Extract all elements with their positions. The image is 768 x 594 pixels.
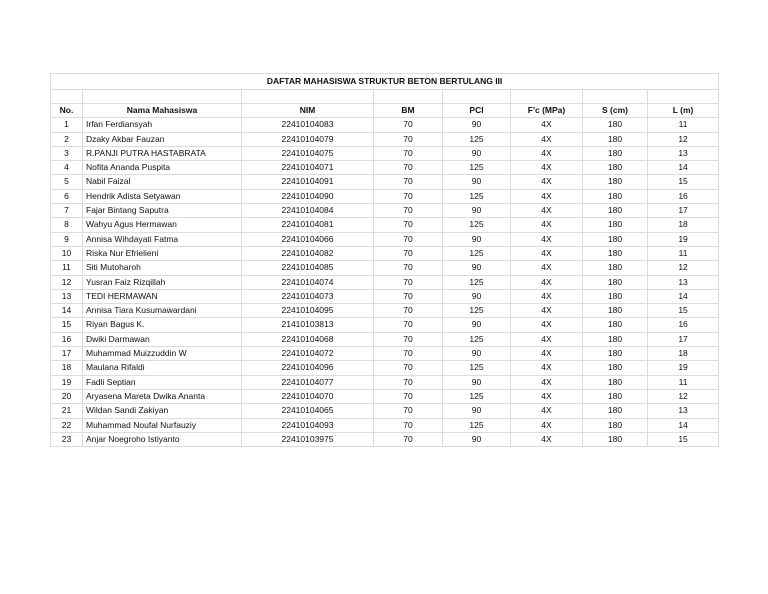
cell-nim: 22410104091 bbox=[242, 175, 374, 189]
cell-pci: 125 bbox=[443, 189, 511, 203]
cell-nim: 22410104065 bbox=[242, 404, 374, 418]
cell-s: 180 bbox=[583, 218, 648, 232]
cell-bm: 70 bbox=[374, 132, 443, 146]
cell-name: Yusran Faiz Rizqillah bbox=[83, 275, 242, 289]
cell-bm: 70 bbox=[374, 189, 443, 203]
cell-pci: 125 bbox=[443, 161, 511, 175]
cell-name: Dwiki Darmawan bbox=[83, 332, 242, 346]
header-no: No. bbox=[51, 104, 83, 118]
cell-no: 11 bbox=[51, 261, 83, 275]
cell-s: 180 bbox=[583, 318, 648, 332]
cell-nim: 22410104096 bbox=[242, 361, 374, 375]
cell-pci: 125 bbox=[443, 389, 511, 403]
table-row bbox=[51, 432, 719, 446]
cell-nim: 22410104084 bbox=[242, 204, 374, 218]
cell-fc: 4X bbox=[511, 204, 583, 218]
cell-fc: 4X bbox=[511, 332, 583, 346]
cell-no: 14 bbox=[51, 304, 83, 318]
cell-s: 180 bbox=[583, 432, 648, 446]
cell-pci: 90 bbox=[443, 118, 511, 132]
cell-s: 180 bbox=[583, 161, 648, 175]
cell-fc: 4X bbox=[511, 161, 583, 175]
cell-fc: 4X bbox=[511, 218, 583, 232]
cell-no: 18 bbox=[51, 361, 83, 375]
cell-nim: 22410104071 bbox=[242, 161, 374, 175]
cell-l: 19 bbox=[648, 361, 719, 375]
cell-fc: 4X bbox=[511, 289, 583, 303]
cell-name: Wahyu Agus Hermawan bbox=[83, 218, 242, 232]
cell-pci: 90 bbox=[443, 289, 511, 303]
cell-l: 13 bbox=[648, 146, 719, 160]
cell-no: 1 bbox=[51, 118, 83, 132]
cell-l: 11 bbox=[648, 118, 719, 132]
cell-s: 180 bbox=[583, 189, 648, 203]
cell-l: 17 bbox=[648, 204, 719, 218]
cell-name: Fajar Bintang Saputra bbox=[83, 204, 242, 218]
cell-bm: 70 bbox=[374, 375, 443, 389]
cell-s: 180 bbox=[583, 261, 648, 275]
cell-name: Aryasena Mareta Dwika Ananta bbox=[83, 389, 242, 403]
cell-l: 14 bbox=[648, 418, 719, 432]
table-title: DAFTAR MAHASISWA STRUKTUR BETON BERTULANG III bbox=[51, 74, 719, 90]
cell-fc: 4X bbox=[511, 304, 583, 318]
cell-s: 180 bbox=[583, 275, 648, 289]
cell-l: 15 bbox=[648, 304, 719, 318]
cell-no: 5 bbox=[51, 175, 83, 189]
cell-name: Wildan Sandi Zakiyan bbox=[83, 404, 242, 418]
cell-s: 180 bbox=[583, 132, 648, 146]
cell-fc: 4X bbox=[511, 361, 583, 375]
table-row bbox=[51, 375, 719, 389]
cell-l: 19 bbox=[648, 232, 719, 246]
cell-nim: 22410104073 bbox=[242, 289, 374, 303]
cell-name: Anjar Noegroho Istiyanto bbox=[83, 432, 242, 446]
cell-no: 21 bbox=[51, 404, 83, 418]
table-row bbox=[51, 261, 719, 275]
cell-s: 180 bbox=[583, 347, 648, 361]
table-row bbox=[51, 347, 719, 361]
cell-bm: 70 bbox=[374, 146, 443, 160]
table-row bbox=[51, 332, 719, 346]
cell-s: 180 bbox=[583, 332, 648, 346]
cell-nim: 22410104066 bbox=[242, 232, 374, 246]
cell-l: 15 bbox=[648, 175, 719, 189]
table-row bbox=[51, 204, 719, 218]
cell-nim: 22410104095 bbox=[242, 304, 374, 318]
cell-s: 180 bbox=[583, 175, 648, 189]
table-row bbox=[51, 246, 719, 260]
cell-name: Maulana Rifaldi bbox=[83, 361, 242, 375]
cell-pci: 125 bbox=[443, 275, 511, 289]
table-row bbox=[51, 418, 719, 432]
cell-name: Muhammad Muizzuddin W bbox=[83, 347, 242, 361]
cell-name: Dzaky Akbar Fauzan bbox=[83, 132, 242, 146]
cell-s: 180 bbox=[583, 232, 648, 246]
table-row bbox=[51, 175, 719, 189]
cell-l: 15 bbox=[648, 432, 719, 446]
cell-bm: 70 bbox=[374, 232, 443, 246]
table-row bbox=[51, 189, 719, 203]
cell-no: 10 bbox=[51, 246, 83, 260]
cell-s: 180 bbox=[583, 118, 648, 132]
cell-no: 7 bbox=[51, 204, 83, 218]
header-fc: F'c (MPa) bbox=[511, 104, 583, 118]
cell-no: 8 bbox=[51, 218, 83, 232]
cell-fc: 4X bbox=[511, 347, 583, 361]
cell-pci: 125 bbox=[443, 304, 511, 318]
cell-pci: 125 bbox=[443, 361, 511, 375]
cell-pci: 125 bbox=[443, 132, 511, 146]
cell-name: Irfan Ferdiansyah bbox=[83, 118, 242, 132]
cell-name: Nofita Ananda Puspita bbox=[83, 161, 242, 175]
cell-fc: 4X bbox=[511, 246, 583, 260]
cell-fc: 4X bbox=[511, 132, 583, 146]
cell-fc: 4X bbox=[511, 404, 583, 418]
cell-bm: 70 bbox=[374, 175, 443, 189]
cell-nim: 22410104081 bbox=[242, 218, 374, 232]
cell-bm: 70 bbox=[374, 261, 443, 275]
cell-s: 180 bbox=[583, 146, 648, 160]
table-row bbox=[51, 361, 719, 375]
cell-nim: 22410104090 bbox=[242, 189, 374, 203]
cell-nim: 22410104068 bbox=[242, 332, 374, 346]
cell-no: 12 bbox=[51, 275, 83, 289]
table-row bbox=[51, 304, 719, 318]
cell-fc: 4X bbox=[511, 432, 583, 446]
cell-fc: 4X bbox=[511, 418, 583, 432]
cell-nim: 22410104085 bbox=[242, 261, 374, 275]
cell-bm: 70 bbox=[374, 361, 443, 375]
cell-fc: 4X bbox=[511, 232, 583, 246]
cell-s: 180 bbox=[583, 389, 648, 403]
cell-nim: 22410104075 bbox=[242, 146, 374, 160]
cell-fc: 4X bbox=[511, 318, 583, 332]
cell-fc: 4X bbox=[511, 389, 583, 403]
table-row bbox=[51, 146, 719, 160]
cell-fc: 4X bbox=[511, 261, 583, 275]
header-l: L (m) bbox=[648, 104, 719, 118]
cell-nim: 22410103975 bbox=[242, 432, 374, 446]
cell-l: 11 bbox=[648, 246, 719, 260]
cell-l: 16 bbox=[648, 189, 719, 203]
cell-l: 12 bbox=[648, 389, 719, 403]
cell-pci: 90 bbox=[443, 232, 511, 246]
cell-pci: 90 bbox=[443, 404, 511, 418]
cell-bm: 70 bbox=[374, 289, 443, 303]
cell-bm: 70 bbox=[374, 332, 443, 346]
cell-nim: 22410104077 bbox=[242, 375, 374, 389]
cell-name: TEDI HERMAWAN bbox=[83, 289, 242, 303]
cell-pci: 90 bbox=[443, 432, 511, 446]
cell-bm: 70 bbox=[374, 204, 443, 218]
cell-nim: 22410104072 bbox=[242, 347, 374, 361]
cell-no: 6 bbox=[51, 189, 83, 203]
cell-pci: 90 bbox=[443, 375, 511, 389]
cell-nim: 22410104093 bbox=[242, 418, 374, 432]
cell-s: 180 bbox=[583, 418, 648, 432]
cell-nim: 22410104082 bbox=[242, 246, 374, 260]
cell-pci: 125 bbox=[443, 332, 511, 346]
cell-pci: 90 bbox=[443, 146, 511, 160]
cell-no: 3 bbox=[51, 146, 83, 160]
cell-pci: 90 bbox=[443, 347, 511, 361]
cell-fc: 4X bbox=[511, 146, 583, 160]
cell-bm: 70 bbox=[374, 304, 443, 318]
cell-no: 23 bbox=[51, 432, 83, 446]
cell-no: 9 bbox=[51, 232, 83, 246]
cell-name: Annisa Tiara Kusumawardani bbox=[83, 304, 242, 318]
header-s: S (cm) bbox=[583, 104, 648, 118]
table-row bbox=[51, 289, 719, 303]
cell-bm: 70 bbox=[374, 347, 443, 361]
table-row bbox=[51, 218, 719, 232]
cell-bm: 70 bbox=[374, 218, 443, 232]
cell-l: 14 bbox=[648, 161, 719, 175]
cell-s: 180 bbox=[583, 289, 648, 303]
cell-pci: 125 bbox=[443, 418, 511, 432]
cell-pci: 90 bbox=[443, 318, 511, 332]
cell-bm: 70 bbox=[374, 432, 443, 446]
cell-pci: 90 bbox=[443, 204, 511, 218]
cell-no: 20 bbox=[51, 389, 83, 403]
header-nim: NIM bbox=[242, 104, 374, 118]
cell-nim: 22410104070 bbox=[242, 389, 374, 403]
cell-l: 11 bbox=[648, 375, 719, 389]
header-row bbox=[51, 104, 719, 118]
cell-l: 18 bbox=[648, 347, 719, 361]
cell-bm: 70 bbox=[374, 118, 443, 132]
cell-bm: 70 bbox=[374, 161, 443, 175]
cell-fc: 4X bbox=[511, 375, 583, 389]
cell-no: 13 bbox=[51, 289, 83, 303]
cell-no: 2 bbox=[51, 132, 83, 146]
cell-fc: 4X bbox=[511, 118, 583, 132]
table-row bbox=[51, 232, 719, 246]
table-row bbox=[51, 132, 719, 146]
cell-s: 180 bbox=[583, 246, 648, 260]
header-name: Nama Mahasiswa bbox=[83, 104, 242, 118]
cell-s: 180 bbox=[583, 204, 648, 218]
cell-fc: 4X bbox=[511, 275, 583, 289]
spacer-row bbox=[51, 90, 719, 104]
cell-no: 17 bbox=[51, 347, 83, 361]
cell-nim: 22410104083 bbox=[242, 118, 374, 132]
cell-l: 12 bbox=[648, 261, 719, 275]
cell-name: Nabil Faizal bbox=[83, 175, 242, 189]
cell-name: Siti Mutoharoh bbox=[83, 261, 242, 275]
cell-nim: 21410103813 bbox=[242, 318, 374, 332]
header-pci: PCI bbox=[443, 104, 511, 118]
cell-name: R.PANJI PUTRA HASTABRATA bbox=[83, 146, 242, 160]
table-row bbox=[51, 118, 719, 132]
cell-name: Annisa Wihdayati Fatma bbox=[83, 232, 242, 246]
table-row bbox=[51, 318, 719, 332]
cell-pci: 90 bbox=[443, 175, 511, 189]
cell-bm: 70 bbox=[374, 275, 443, 289]
cell-l: 14 bbox=[648, 289, 719, 303]
cell-s: 180 bbox=[583, 361, 648, 375]
table-row bbox=[51, 161, 719, 175]
cell-nim: 22410104074 bbox=[242, 275, 374, 289]
cell-s: 180 bbox=[583, 304, 648, 318]
cell-l: 12 bbox=[648, 132, 719, 146]
cell-no: 4 bbox=[51, 161, 83, 175]
cell-l: 13 bbox=[648, 275, 719, 289]
cell-bm: 70 bbox=[374, 418, 443, 432]
cell-l: 13 bbox=[648, 404, 719, 418]
cell-l: 16 bbox=[648, 318, 719, 332]
cell-no: 19 bbox=[51, 375, 83, 389]
cell-fc: 4X bbox=[511, 175, 583, 189]
table-row bbox=[51, 389, 719, 403]
cell-pci: 90 bbox=[443, 261, 511, 275]
student-table bbox=[50, 73, 719, 447]
cell-name: Muhammad Noufal Nurfauziy bbox=[83, 418, 242, 432]
cell-name: Fadli Septian bbox=[83, 375, 242, 389]
cell-no: 15 bbox=[51, 318, 83, 332]
table-row bbox=[51, 404, 719, 418]
cell-no: 22 bbox=[51, 418, 83, 432]
cell-nim: 22410104079 bbox=[242, 132, 374, 146]
cell-l: 18 bbox=[648, 218, 719, 232]
cell-s: 180 bbox=[583, 375, 648, 389]
cell-pci: 125 bbox=[443, 218, 511, 232]
cell-l: 17 bbox=[648, 332, 719, 346]
cell-fc: 4X bbox=[511, 189, 583, 203]
cell-bm: 70 bbox=[374, 404, 443, 418]
cell-no: 16 bbox=[51, 332, 83, 346]
cell-bm: 70 bbox=[374, 389, 443, 403]
cell-bm: 70 bbox=[374, 318, 443, 332]
cell-name: Hendrik Adista Setyawan bbox=[83, 189, 242, 203]
cell-name: Riyan Bagus K. bbox=[83, 318, 242, 332]
cell-s: 180 bbox=[583, 404, 648, 418]
header-bm: BM bbox=[374, 104, 443, 118]
cell-pci: 125 bbox=[443, 246, 511, 260]
title-row bbox=[51, 74, 719, 90]
table-row bbox=[51, 275, 719, 289]
cell-name: Riska Nur Efrielieni bbox=[83, 246, 242, 260]
cell-bm: 70 bbox=[374, 246, 443, 260]
